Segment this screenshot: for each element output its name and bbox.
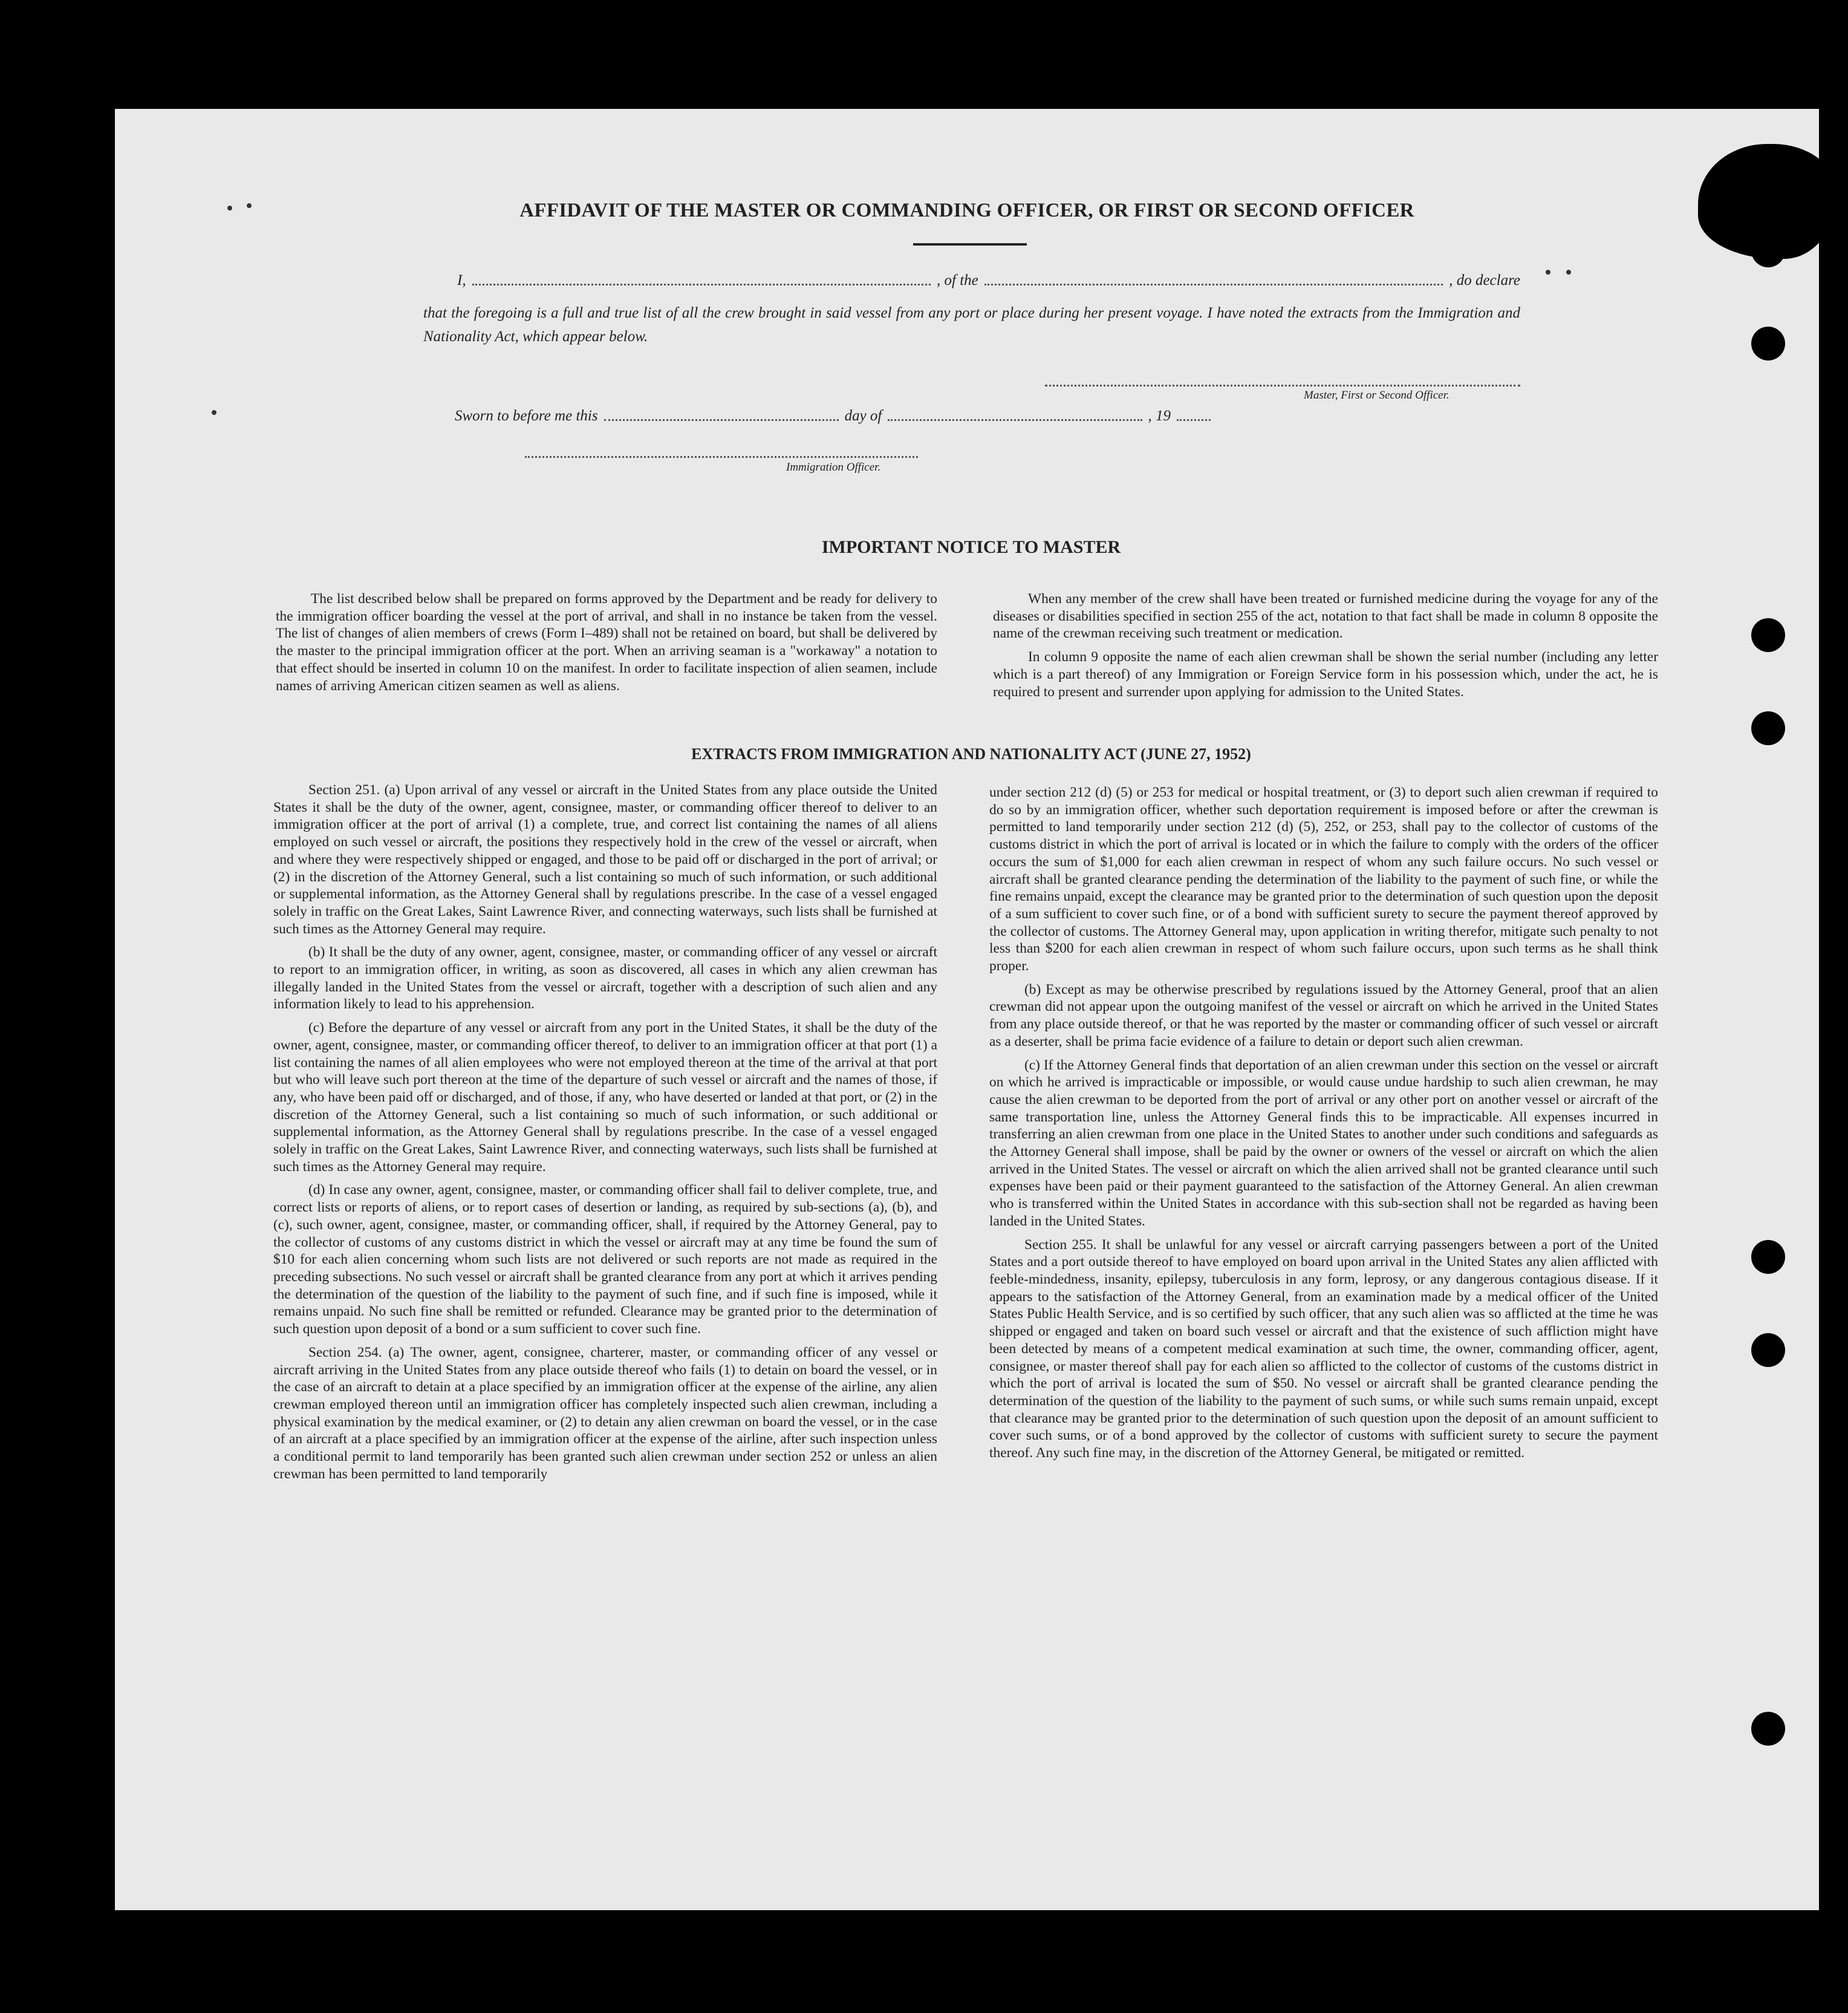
sworn-month-field[interactable] bbox=[888, 419, 1142, 421]
notice-right-paragraph: When any member of the crew shall have been treated or furnished medicine during the voyage for any of the diseases or disabilities specified in section 255 of the act, notation to that fact shall be made in column 8 opposite the name of the crewman receiving such treatment or medication. bbox=[993, 591, 1658, 642]
declaration-statement: that the foregoing is a full and true list of all the crew brought in said vessel from any port or place during her present voyage. I have noted the extracts from the Immigration and Nationality Act, which appear below. bbox=[423, 305, 1520, 345]
section-254c: (c) If the Attorney General finds that deportation of an alien crewman under this section on the vessel or aircraft on which he arrived is impracticable or impossible, or would cause undue hardship to such alien crewman, he may cause the alien crewman to be deported from the port of arrival or any other port on another vessel or aircraft of the same transportation line, unless the Attorney General finds this to be impracticable. All expenses incurred in transferring an alien crewman from one place in the United States to another under such conditions and safeguards as the Attorney General shall impose, shall be paid by the owner or owners of the vessel or aircraft on which the alien arrived in the United States. The vessel or aircraft on which the alien arrived shall not be granted clearance until such expenses have been paid or their payment guaranteed to the satisfaction of the Attorney General. An alien crewman who is transferred within the United States in accordance with this sub-section shall not be regarded as having been landed in the United States. bbox=[989, 1057, 1658, 1229]
binder-hole bbox=[1751, 233, 1785, 267]
notice-left-paragraph: The list described below shall be prepared on forms approved by the Department and be ready for delivery to the immigration officer boarding the vessel at the port of arrival, and shall in no instance be taken from the vessel. The list of changes of alien members of crews (Form I–489) shall not be retained on board, but shall be delivered by the master to the principal immigration officer at the port. When an arriving seaman is a "workaway" a notation to that effect should be inserted in column 10 on the manifest. In order to facilitate inspection of alien seamen, include names of arriving American citizen seamen as well as aliens. bbox=[276, 591, 937, 694]
declaration-i: I, bbox=[457, 272, 466, 289]
section-251c: (c) Before the departure of any vessel or aircraft from any port in the United States, it shall be the duty of the owner, agent, consignee, master, or commanding officer thereof, to deliver to an immigration officer at that port (1) a list containing the names of all alien employees who were not employed thereon at the time of the arrival at that port but who will leave such port thereon at the time of the departure of such vessel or aircraft and the names of those, if any, who have been paid off or discharged, and of those, if any, who have deserted or landed at that port, or (2) in the discretion of the Attorney General, such a list containing so much of such information, or such additional or supplemental information, as the Attorney General shall by regulations prescribe. In the case of a vessel engaged solely in traffic on the Great Lakes, Saint Lawrence River, and connecting waterways, such lists shall be furnished at such times as the Attorney General may require. bbox=[273, 1020, 937, 1175]
notice-heading: IMPORTANT NOTICE TO MASTER bbox=[821, 537, 1121, 557]
declaration-line bbox=[457, 272, 1520, 289]
speck bbox=[212, 410, 216, 415]
section-251a: Section 251. (a) Upon arrival of any vessel or aircraft in the United States from any place outside the United States it shall be the duty of the owner, agent, consignee, master, or commanding officer thereof to deliver to an immigration officer at the port of arrival (1) a complete, true, and correct list containing the names of all aliens employed on such vessel or aircraft, the positions they respectively hold in the crew of the vessel or aircraft, when and where they were respectively shipped or engaged, and those to be paid off or discharged in the port of arrival; or (2) in the discretion of the Attorney General, such a list containing so much of such information, or such additional or supplemental information, as the Attorney General shall by regulations prescribe. In the case of a vessel engaged solely in traffic on the Great Lakes, Saint Lawrence River, and connecting waterways, such lists shall be furnished at such times as the Attorney General may require. bbox=[273, 782, 937, 937]
extracts-heading: EXTRACTS FROM IMMIGRATION AND NATIONALITY ACT (JUNE 27, 1952) bbox=[691, 745, 1251, 763]
section-254a: Section 254. (a) The owner, agent, consignee, charterer, master, or commanding officer of any vessel or aircraft arriving in the United States from any place outside thereof who fails (1) to detain on board the vessel, or in the case of an aircraft to detain at a place specified by an immigration officer at the expense of the airline, any alien crewman employed thereon until an immigration officer has completely inspected such alien crewman, including a physical examination by the medical examiner, or (2) to detain any alien crewman on board the vessel, or in the case of an aircraft at a place specified by an immigration officer at the expense of the airline, after such inspection unless a conditional permit to land temporarily has been granted such alien crewman under section 252 or unless an alien crewman has been permitted to land temporarily bbox=[273, 1344, 937, 1482]
extracts-right-column bbox=[989, 784, 1658, 1468]
section-254a-continued: under section 212 (d) (5) or 253 for medical or hospital treatment, or (3) to deport such alien crewman if required to do so by an immigration officer, whether such deportation requirement is imposed before or after the crewman is permitted to land temporarily under section 212 (d) (5), 252, or 253, shall pay to the collector of customs of the customs district in which the port of arrival is located or in which the failure to comply with the orders of the officer occurs the sum of $1,000 for each alien crewman in respect of whom any such failure occurs. No such vessel or aircraft shall be granted clearance pending the determination of the liability to the payment of such fine, or while the fine remains unpaid, except the clearance may be granted prior to the determination of such question upon the deposit of a sum sufficient to cover such fine, or of a bond with sufficient surety to secure the payment thereof approved by the collector of customs. The Attorney General may, upon application in writing therefor, mitigate such penalty to not less than $200 for each alien crewman in respect of whom such failure occurs, upon such terms as he shall think proper. bbox=[989, 785, 1658, 974]
sworn-year-field[interactable] bbox=[1177, 419, 1211, 421]
notice-right-column bbox=[993, 590, 1658, 706]
section-251b: (b) It shall be the duty of any owner, agent, consignee, master, or commanding officer of any vessel or aircraft to report to an immigration officer, in writing, as soon as discovered, all cases in which any alien crewman has illegally landed in the United States from the vessel or aircraft, together with a description of such alien and any information likely to lead to his apprehension. bbox=[273, 944, 937, 1013]
sworn-day-field[interactable] bbox=[604, 419, 839, 421]
binder-hole bbox=[1751, 618, 1785, 652]
declaration-do-declare: , do declare bbox=[1449, 272, 1520, 289]
extracts-left-column bbox=[273, 781, 937, 1489]
sworn-line bbox=[455, 408, 1217, 425]
name-field[interactable] bbox=[472, 284, 931, 285]
section-251d: (d) In case any owner, agent, consignee, master, or commanding officer shall fail to deliver complete, true, and correct lists or reports of aliens, or to report cases of desertion or landing, as required by sub-sections (a), (b), and (c), such owner, agent, consignee, master, or commanding officer, shall, if required by the Attorney General, pay to the collector of customs of any customs district in which the vessel or aircraft may at any time be found the sum of $10 for each alien concerning whom such lists are not delivered or such reports are not made as required in the preceding subsections. No such vessel or aircraft shall be granted clearance from any port at which it arrives pending the determination of the question of the liability to the payment of such fine, and if such fine is imposed, while it remains unpaid. No such fine shall be remitted or refunded. Clearance may be granted prior to the determination of such question upon deposit of a bond or a sum sufficient to cover such fine. bbox=[273, 1182, 937, 1337]
sworn-label: Sworn to before me this bbox=[455, 408, 598, 424]
declaration-of-the: , of the bbox=[937, 272, 978, 289]
binder-hole bbox=[1751, 1240, 1785, 1274]
day-of-label: day of bbox=[844, 408, 882, 424]
title-rule bbox=[913, 243, 1027, 246]
binder-hole bbox=[1751, 1712, 1785, 1746]
master-caption: Master, First or Second Officer. bbox=[1304, 389, 1449, 402]
binder-hole bbox=[1751, 711, 1785, 745]
section-254b: (b) Except as may be otherwise prescribed by regulations issued by the Attorney General, proof that an alien crewman did not appear upon the outgoing manifest of the vessel or aircraft on which he arrived in the United States from any place outside thereof, or that he was reported by the master or commanding officer of such vessel or aircraft as a deserter, shall be prima facie evidence of a failure to detain or deport such alien crewman. bbox=[989, 981, 1658, 1049]
master-signature-line[interactable] bbox=[1045, 385, 1520, 387]
notice-right-paragraph: In column 9 opposite the name of each alien crewman shall be shown the serial number (including any letter which is a part thereof) of any Immigration or Foreign Service form in his possession which, under the act, he is required to present and surrender upon applying for admission to the United States. bbox=[993, 649, 1658, 700]
binder-hole bbox=[1751, 327, 1785, 361]
year-label: , 19 bbox=[1148, 408, 1171, 424]
officer-caption: Immigration Officer. bbox=[786, 461, 881, 474]
binder-hole bbox=[1751, 1333, 1785, 1367]
speck bbox=[1566, 270, 1571, 275]
vessel-field[interactable] bbox=[984, 284, 1443, 285]
officer-signature-line[interactable] bbox=[525, 456, 918, 458]
notice-left-column bbox=[276, 590, 937, 700]
section-255: Section 255. It shall be unlawful for any vessel or aircraft carrying passengers between a port of the United States and a port outside thereof to have employed on board upon arrival in the United States any alien afflicted with feeble-mindedness, insanity, epilepsy, tuberculosis in any form, leprosy, or any dangerous contagious disease. If it appears to the satisfaction of the Attorney General, from an examination made by a medical officer of the United States Public Health Service, and is so certified by such officer, that any such alien was so afflicted at the time he was shipped or engaged and taken on board such vessel or aircraft and that the existence of such affliction might have been detected by means of a competent medical examination at such time, the owner, commanding officer, agent, consignee, or master thereof shall pay for each alien so afflicted to the collector of customs of the customs district in which the port of arrival is located the sum of $50. No vessel or aircraft shall be granted clearance pending the determination of the question of the liability to the payment of such sums, or while such sums remain unpaid, except that clearance may be granted prior to the determination of such question upon the deposit of an amount sufficient to cover such sums, or of a bond approved by the collector of customs with sufficient surety to secure the payment thereof. Any such fine may, in the discretion of the Attorney General, be mitigated or remitted. bbox=[989, 1236, 1658, 1461]
affidavit-title: AFFIDAVIT OF THE MASTER OR COMMANDING OFFICER, OR FIRST OR SECOND OFFICER bbox=[519, 200, 1414, 221]
speck bbox=[1546, 270, 1550, 275]
